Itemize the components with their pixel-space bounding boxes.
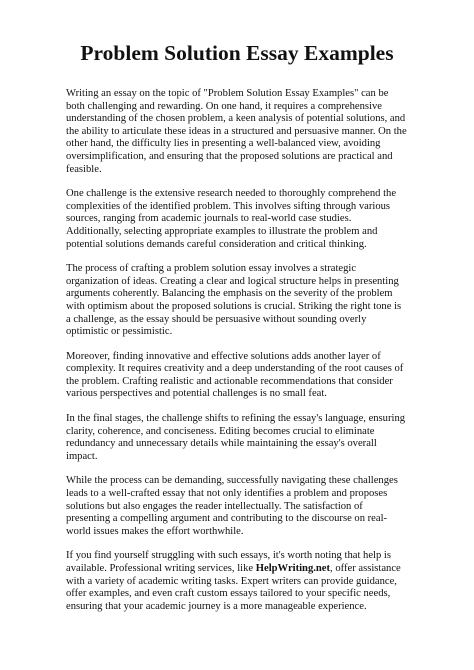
help-text-before: If you find yourself struggling with such essays, it's worth noting that help is available. Professional writing services, like (66, 550, 391, 574)
brand-name: HelpWriting.net (255, 563, 331, 574)
paragraph-conclusion: While the process can be demanding, successfully navigating these challenges leads to a well-crafted essay that not only identifies a problem and proposes solutions but also engages the reader intellectually. The satisfaction of presenting a compelling argument and contributing to the discourse on real-world issues makes the effort worthwhile. (66, 475, 398, 537)
paragraph-solutions: Moreover, finding innovative and effective solutions adds another layer of complexity. It requires creativity and a deep understanding of the root causes of the problem. Crafting realistic and actionable recommendations that consider various perspectives and potential challenges is no small feat. (66, 350, 404, 400)
document-title: Problem Solution Essay Examples (80, 41, 394, 65)
paragraph-help (66, 550, 408, 613)
paragraph-research: One challenge is the extensive research needed to thoroughly comprehend the complexities of the identified problem. This involves sifting through various sources, ranging from academic journals to real-world case studies. Additionally, selecting appropriate examples to illustrate the problem and potential solutions demands careful consideration and critical thinking. (66, 188, 397, 250)
paragraph-intro: Writing an essay on the topic of "Problem Solution Essay Examples" can be both challenging and rewarding. On one hand, it requires a comprehensive understanding of the chosen problem, a keen analysis of potential solutions, and the ability to articulate these ideas in a structured and persuasive manner. On the other hand, the difficulty lies in presenting a well-balanced view, avoiding oversimplification, and ensuring that the proposed solutions are practical and feasible. (66, 88, 407, 175)
paragraph-editing: In the final stages, the challenge shifts to refining the essay's language, ensuring clarity, coherence, and conciseness. Editing becomes crucial to eliminate redundancy and unnecessary details while maintaining the essay's overall impact. (66, 413, 406, 462)
help-text-after: , offer assistance with a variety of academic writing tasks. Expert writers can provide guidance, offer examples, and even craft custom essays tailored to your specific needs, ensuring that your academic journey is a more manageable experience. (66, 563, 401, 612)
paragraph-structure: The process of crafting a problem solution essay involves a strategic organization of ideas. Creating a clear and logical structure helps in presenting arguments coherently. Balancing the emphasis on the severity of the problem with optimism about the proposed solutions is crucial. Striking the right tone is a challenge, as the essay should be persuasive without sounding overly optimistic or pessimistic. (66, 263, 402, 338)
